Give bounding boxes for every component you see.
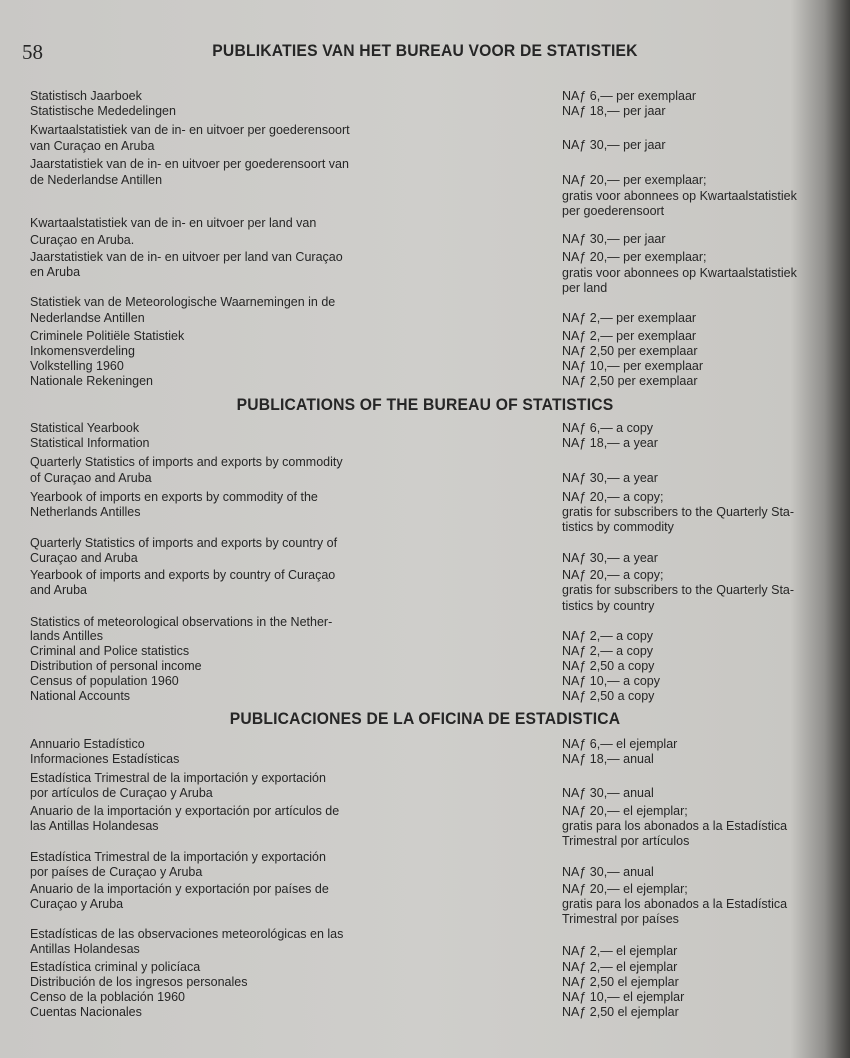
publication-price: NAƒ 30,— per jaar <box>562 138 666 152</box>
publication-price: NAƒ 20,— el ejemplar; <box>562 882 688 896</box>
page-number: 58 <box>22 40 43 64</box>
publication-title: por países de Curaçao y Aruba <box>30 865 203 879</box>
publication-title: Jaarstatistiek van de in- en uitvoer per land van Curaçao <box>30 250 343 264</box>
publication-title: and Aruba <box>30 583 87 597</box>
publication-title: de Nederlandse Antillen <box>30 173 163 187</box>
publication-title: Curaçao and Aruba <box>30 551 138 565</box>
publication-price: NAƒ 10,— per exemplaar <box>562 359 704 373</box>
publication-price: NAƒ 2,— a copy <box>562 644 654 658</box>
publication-price: NAƒ 2,50 a copy <box>562 689 655 703</box>
publication-price: tistics by country <box>562 599 655 613</box>
publication-title: lands Antilles <box>30 629 103 643</box>
section-heading: PUBLIKATIES VAN HET BUREAU VOOR DE STATISTIEK <box>212 42 638 60</box>
publication-title: Informaciones Estadísticas <box>30 752 180 766</box>
publication-price: NAƒ 2,50 per exemplaar <box>562 374 698 388</box>
publication-title: National Accounts <box>30 689 131 703</box>
publication-title: Distribución de los ingresos personales <box>30 975 248 989</box>
publication-title: las Antillas Holandesas <box>30 819 159 833</box>
publication-title: of Curaçao and Aruba <box>30 471 152 485</box>
publication-price: NAƒ 30,— per jaar <box>562 232 666 246</box>
section-heading: PUBLICACIONES DE LA OFICINA DE ESTADISTICA <box>229 710 621 728</box>
publication-title: Cuentas Nacionales <box>30 1005 142 1019</box>
publication-title: Antillas Holandesas <box>30 942 140 956</box>
publication-price: NAƒ 2,50 a copy <box>562 659 655 673</box>
publication-title: Curaçao en Aruba. <box>30 233 135 247</box>
publication-price: NAƒ 18,— per jaar <box>562 104 666 118</box>
publication-price: NAƒ 2,— per exemplaar <box>562 311 697 325</box>
publication-title: van Curaçao en Aruba <box>30 139 155 153</box>
publication-title: Distribution of personal income <box>30 659 202 673</box>
publication-title: Annuario Estadístico <box>30 737 145 751</box>
publication-price: NAƒ 2,50 el ejemplar <box>562 975 679 989</box>
publication-price: NAƒ 18,— a year <box>562 436 658 450</box>
publication-price: NAƒ 2,— el ejemplar <box>562 944 678 958</box>
publication-title: en Aruba <box>30 265 81 279</box>
publication-title: Statistical Information <box>30 436 150 450</box>
publication-title: Statistical Yearbook <box>30 421 140 435</box>
publication-price: NAƒ 6,— el ejemplar <box>562 737 678 751</box>
publication-title: Criminele Politiële Statistiek <box>30 329 185 343</box>
publication-title: Kwartaalstatistiek van de in- en uitvoer per land van <box>30 216 317 230</box>
section-heading: PUBLICATIONS OF THE BUREAU OF STATISTICS <box>236 396 614 414</box>
publication-title: Estadística Trimestral de la importación y exportación <box>30 771 326 785</box>
publication-price: NAƒ 10,— el ejemplar <box>562 990 685 1004</box>
publication-title: Quarterly Statistics of imports and exports by country of <box>30 536 338 550</box>
publication-price: gratis para los abonados a la Estadística <box>562 897 788 911</box>
publication-price: NAƒ 6,— per exemplaar <box>562 89 697 103</box>
publication-title: Censo de la población 1960 <box>30 990 185 1004</box>
publication-title: Estadísticas de las observaciones meteorológicas en las <box>30 927 344 941</box>
publication-title: Census of population 1960 <box>30 674 179 688</box>
publication-price: NAƒ 2,— a copy <box>562 629 654 643</box>
publication-title: Statistiek van de Meteorologische Waarnemingen in de <box>30 295 336 309</box>
publication-price: NAƒ 18,— anual <box>562 752 654 766</box>
publication-price: NAƒ 20,— per exemplaar; <box>562 250 707 264</box>
publication-title: por artículos de Curaçao y Aruba <box>30 786 213 800</box>
publication-title: Statistics of meteorological observations in the Nether- <box>30 615 333 629</box>
publication-title: Quarterly Statistics of imports and exports by commodity <box>30 455 343 469</box>
publication-title: Nederlandse Antillen <box>30 311 145 325</box>
publication-title: Volkstelling 1960 <box>30 359 124 373</box>
publication-price: NAƒ 30,— a year <box>562 471 658 485</box>
publication-price: per land <box>562 281 608 295</box>
publication-title: Estadística criminal y policíaca <box>30 960 201 974</box>
publication-price: gratis for subscribers to the Quarterly Sta- <box>562 583 795 597</box>
publication-title: Kwartaalstatistiek van de in- en uitvoer per goederensoort <box>30 123 350 137</box>
publication-title: Anuario de la importación y exportación por países de <box>30 882 329 896</box>
publication-price: tistics by commodity <box>562 520 674 534</box>
publication-price: gratis para los abonados a la Estadística <box>562 819 788 833</box>
publication-price: NAƒ 20,— per exemplaar; <box>562 173 707 187</box>
publication-price: NAƒ 2,— el ejemplar <box>562 960 678 974</box>
publication-price: NAƒ 2,50 el ejemplar <box>562 1005 679 1019</box>
publication-title: Nationale Rekeningen <box>30 374 154 388</box>
publication-price: NAƒ 2,— per exemplaar <box>562 329 697 343</box>
publication-price: gratis for subscribers to the Quarterly Sta- <box>562 505 795 519</box>
publication-price: per goederensoort <box>562 204 665 218</box>
publication-title: Yearbook of imports en exports by commodity of the <box>30 490 318 504</box>
publication-title: Jaarstatistiek van de in- en uitvoer per goederensoort van <box>30 157 349 171</box>
publication-title: Estadística Trimestral de la importación y exportación <box>30 850 326 864</box>
publication-price: NAƒ 10,— a copy <box>562 674 660 688</box>
publication-title: Inkomensverdeling <box>30 344 135 358</box>
publication-price: gratis voor abonnees op Kwartaalstatistiek <box>562 266 797 280</box>
publication-price: NAƒ 30,— a year <box>562 551 658 565</box>
publication-price: Trimestral por países <box>562 912 679 926</box>
publication-price: gratis voor abonnees op Kwartaalstatistiek <box>562 189 797 203</box>
publication-price: NAƒ 30,— anual <box>562 865 654 879</box>
publication-title: Anuario de la importación y exportación por artículos de <box>30 804 340 818</box>
publication-price: NAƒ 20,— a copy; <box>562 568 664 582</box>
publication-title: Curaçao y Aruba <box>30 897 124 911</box>
publication-title: Criminal and Police statistics <box>30 644 190 658</box>
publication-price: NAƒ 6,— a copy <box>562 421 654 435</box>
publication-price: NAƒ 20,— a copy; <box>562 490 664 504</box>
publication-title: Statistische Mededelingen <box>30 104 176 118</box>
publication-price: Trimestral por artículos <box>562 834 690 848</box>
publication-title: Yearbook of imports and exports by country of Curaçao <box>30 568 336 582</box>
publication-price: NAƒ 30,— anual <box>562 786 654 800</box>
publication-title: Statistisch Jaarboek <box>30 89 142 103</box>
publication-title: Netherlands Antilles <box>30 505 141 519</box>
publication-price: NAƒ 20,— el ejemplar; <box>562 804 688 818</box>
publication-price: NAƒ 2,50 per exemplaar <box>562 344 698 358</box>
